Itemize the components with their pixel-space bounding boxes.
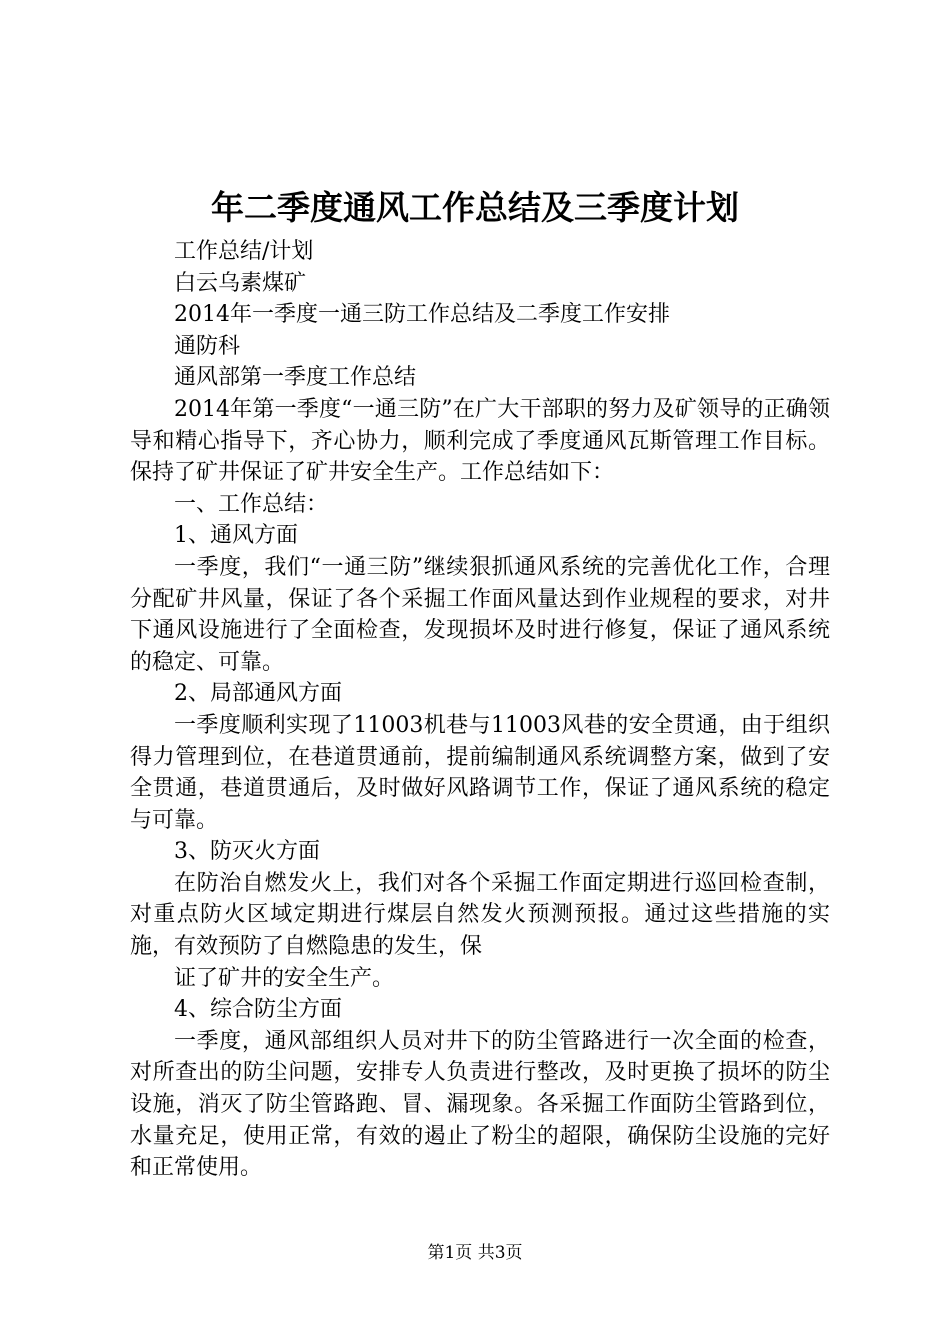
- paragraph: 4、综合防尘方面: [174, 997, 342, 1023]
- paragraph: 1、通风方面: [174, 523, 298, 549]
- paragraph: 一季度，我们“一通三防”继续狠抓通风系统的完善优化工作，合理分配矿井风量，保证了各个采掘工作面风量达到作业规程的要求，对井下通风设施进行了全面检查，发现损坏及时进行修复，保证了通风系统的稳定、可靠。: [130, 554, 830, 675]
- paragraph: 3、防灭火方面: [174, 839, 320, 865]
- paragraph: 2014年一季度一通三防工作总结及二季度工作安排: [174, 302, 670, 328]
- paragraph: 白云乌素煤矿: [174, 270, 307, 296]
- paragraph: 一季度，通风部组织人员对井下的防尘管路进行一次全面的检查，对所查出的防尘问题，安排专人负责进行整改，及时更换了损坏的防尘设施，消灭了防尘管路跑、冒、漏现象。各采掘工作面防尘管路到位，水量充足，使用正常，有效的遏止了粉尘的超限，确保防尘设施的完好和正常使用。: [130, 1028, 830, 1181]
- paragraph: 通风部第一季度工作总结: [174, 365, 417, 391]
- paragraph: 一季度顺利实现了11003机巷与11003风巷的安全贯通，由于组织得力管理到位，在巷道贯通前，提前编制通风系统调整方案，做到了安全贯通，巷道贯通后，及时做好风路调节工作，保证了通风系统的稳定与可靠。: [130, 712, 830, 833]
- page-number-footer: 第1页 共3页: [427, 1243, 523, 1263]
- paragraph: 通防科: [174, 333, 241, 359]
- paragraph: 2、局部通风方面: [174, 681, 342, 707]
- document-body: [130, 236, 830, 1184]
- paragraph: 在防治自燃发火上，我们对各个采掘工作面定期进行巡回检查制，对重点防火区域定期进行煤层自然发火预测预报。通过这些措施的实施，有效预防了自燃隐患的发生，保: [130, 870, 830, 960]
- paragraph: 证了矿井的安全生产。: [174, 965, 395, 991]
- paragraph: 2014年第一季度“一通三防”在广大干部职的努力及矿领导的正确领导和精心指导下，齐心协力，顺利完成了季度通风瓦斯管理工作目标。保持了矿井保证了矿井安全生产。工作总结如下：: [130, 396, 830, 486]
- paragraph: 一、工作总结：: [174, 491, 329, 517]
- paragraph: 工作总结/计划: [174, 239, 314, 264]
- document-title: 年二季度通风工作总结及三季度计划: [211, 188, 739, 227]
